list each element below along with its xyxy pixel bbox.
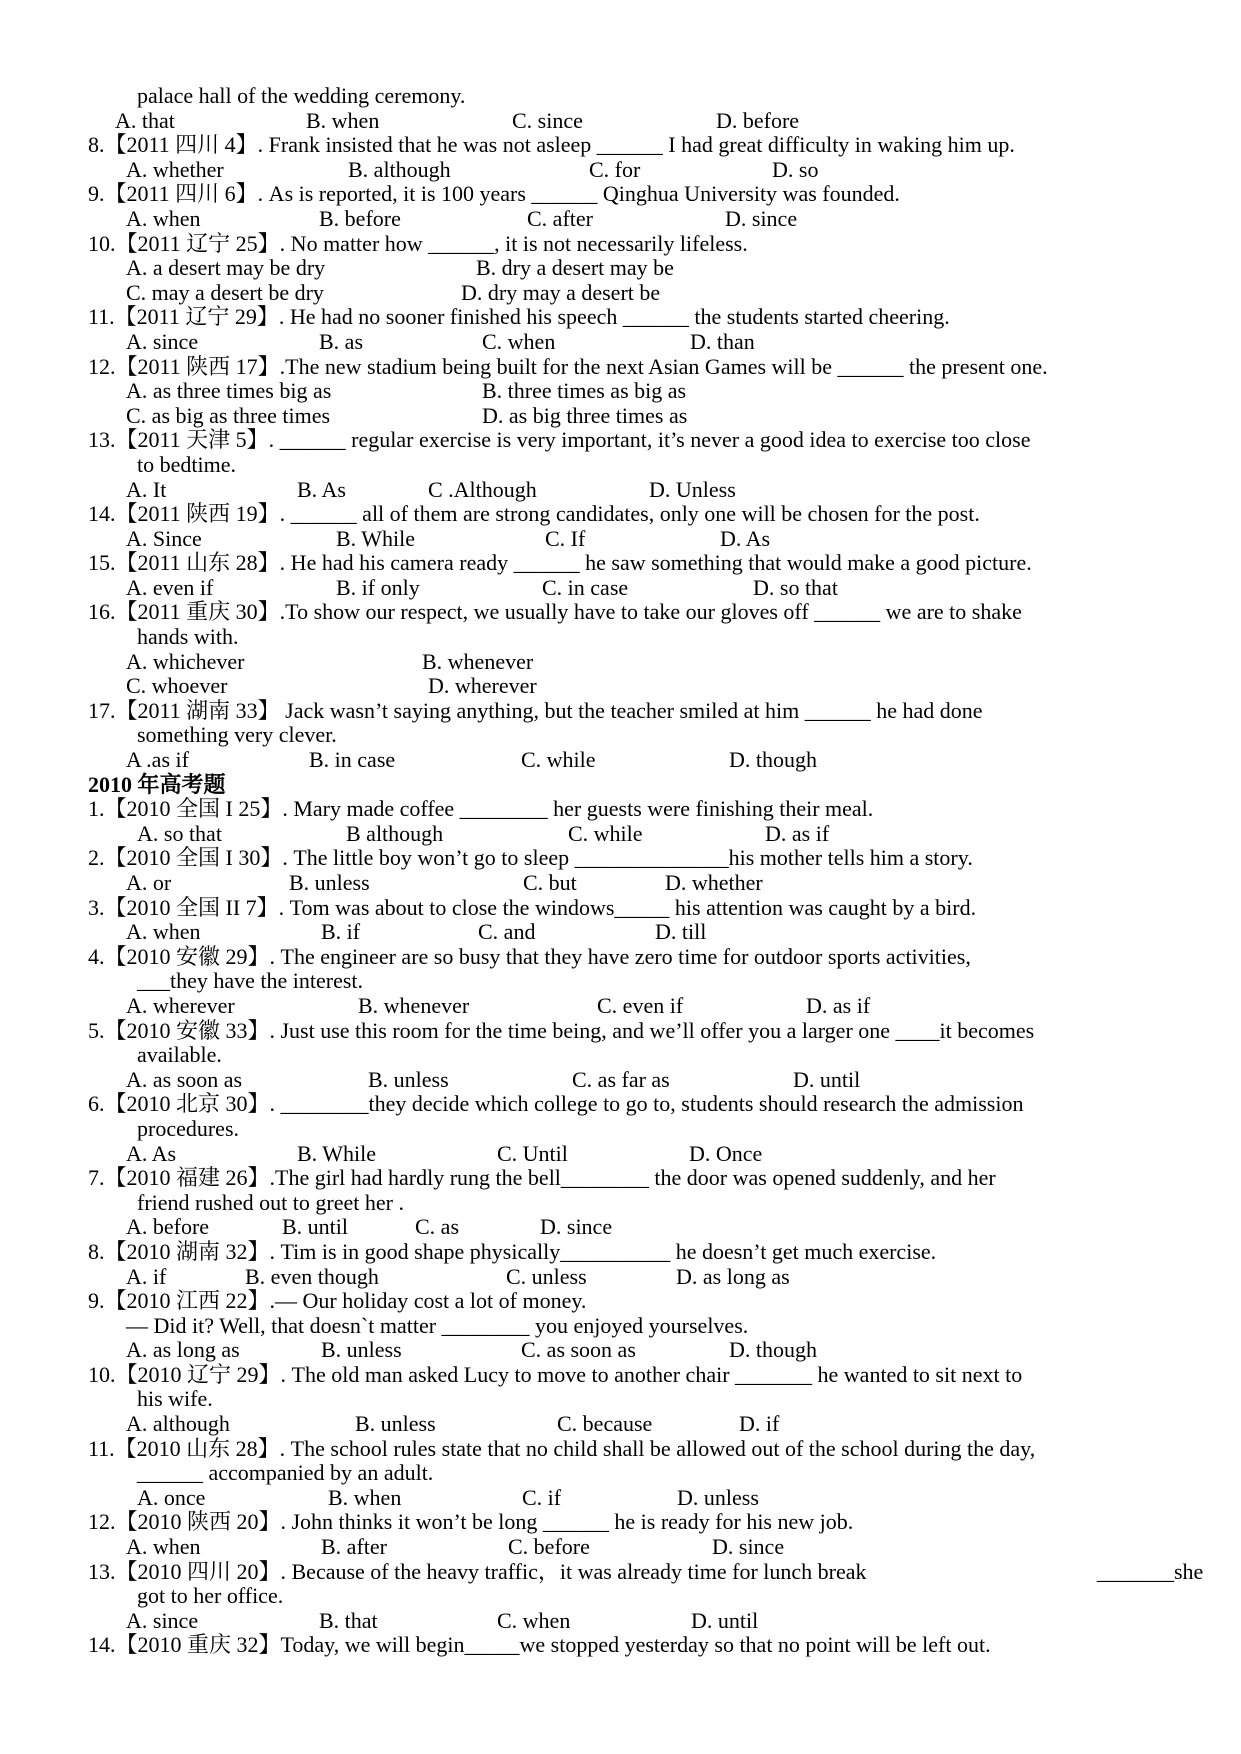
question-text-line [0,896,1241,921]
answer-option: C. after [527,205,593,231]
question-text-line [0,1240,1241,1265]
answer-option: D. as if [806,992,871,1018]
answer-option: C. may a desert be dry [126,279,324,305]
question-text-line [0,1584,1241,1609]
answer-option: D. since [725,205,798,231]
answer-option: C. in case [542,574,629,600]
question-text-line [0,1510,1241,1535]
question-text: 14.【2010 重庆 32】Today, we will begin_____we stopped yesterday so that no point will be left out. [88,1632,991,1658]
answer-option: A. once [137,1484,206,1510]
question-text: 5.【2010 安徽 33】. Just use this room for the time being, and we’ll offer you a larger one ____it becomes [88,1017,1035,1043]
answer-option: D. until [691,1607,759,1633]
answer-option: B. dry a desert may be [476,255,674,281]
question-text: friend rushed out to greet her . [137,1189,404,1215]
answer-option: C. since [512,107,583,133]
answer-options-row [0,330,1241,355]
answer-option: C. for [589,156,641,182]
answer-options-row [0,1535,1241,1560]
answer-option: C. If [545,525,586,551]
question-text: 3.【2010 全国 II 7】. Tom was about to close the windows_____ his attention was caught by a bird. [88,894,977,920]
question-text: 4.【2010 安徽 29】. The engineer are so busy that they have zero time for outdoor sports activities, [88,943,971,969]
answer-options-row [0,158,1241,183]
question-text-line [0,305,1241,330]
answer-option: C. whoever [126,673,228,699]
answer-options-row [0,478,1241,503]
answer-option: C. as [415,1214,459,1240]
answer-options-row [0,379,1241,404]
answer-option: B. that [319,1607,378,1633]
question-text-line [0,1633,1241,1658]
answer-option: D. if [739,1411,780,1437]
question-text: something very clever. [137,722,337,748]
question-text-line [0,1117,1241,1142]
question-text: 17.【2011 湖南 33】 Jack wasn’t saying anything, but the teacher smiled at him ______ he had done [88,697,983,723]
answer-options-row [0,650,1241,675]
answer-option: C. as big as three times [126,402,331,428]
answer-option: B. when [306,107,380,133]
question-text-line [0,1092,1241,1117]
answer-option: C. but [523,870,577,895]
question-text: 15.【2011 山东 28】. He had his camera ready ______ he saw something that would make a good picture. [88,550,1032,576]
question-text: 8.【2010 湖南 32】. Tim is in good shape physically__________ he doesn’t get much exercise. [88,1238,937,1264]
question-text-line [0,625,1241,650]
answer-option: D. as big three times as [482,402,688,428]
question-text-line [0,1461,1241,1486]
answer-options-row [0,281,1241,306]
question-text: 6.【2010 北京 30】. ________they decide which college to go to, students should research the admission [88,1091,1024,1117]
question-text: — Did it? Well, that doesn`t matter ________ you enjoyed yourselves. [126,1312,749,1338]
question-text: 1.【2010 全国 I 25】. Mary made coffee ________ her guests were finishing their meal. [88,796,874,822]
answer-option: A. when [126,205,201,231]
exercise-list [0,84,1241,1658]
answer-option: C. as soon as [521,1337,636,1363]
question-text: hands with. [137,624,239,650]
answer-option: D. since [712,1534,785,1560]
answer-options-row [0,822,1241,847]
answer-option: A. that [115,107,175,133]
section-heading-text: 2010 年高考题 [88,771,226,797]
answer-option: A. It [126,476,167,502]
answer-options-row [0,1609,1241,1634]
question-text-line [0,1289,1241,1314]
question-text: 11.【2010 山东 28】. The school rules state that no child shall be allowed out of the school during the day, [88,1435,1036,1461]
question-text: got to her office. [137,1583,284,1609]
answer-option: D. so [772,156,819,182]
answer-option: D. as if [765,820,830,846]
question-text-line [0,428,1241,453]
answer-options-row [0,1215,1241,1240]
answer-option: B. when [328,1484,402,1510]
question-text-line [0,945,1241,970]
answer-option: B. in case [309,747,396,773]
question-text-line [0,1363,1241,1388]
answer-options-row [0,1412,1241,1437]
answer-options-row [0,994,1241,1019]
question-text: 8.【2011 四川 4】. Frank insisted that he was not asleep ______ I had great difficulty in waking him up. [88,132,1015,158]
answer-option: D. unless [677,1484,759,1510]
answer-option: A. since [126,328,199,354]
question-text-line [0,1560,1241,1585]
answer-option: C. because [557,1411,653,1437]
answer-option: C. Until [497,1140,568,1166]
question-text-line [0,232,1241,257]
answer-option: D. Once [689,1140,763,1166]
question-text: ______ accompanied by an adult. [137,1460,434,1486]
answer-option: D. since [540,1214,613,1240]
answer-option: B. three times as big as [482,378,687,404]
answer-option: B. although [348,156,451,182]
answer-option: D. whether [665,870,763,895]
question-text-line [0,551,1241,576]
answer-option: A. if [126,1263,167,1289]
answer-option: B. before [319,205,401,231]
question-text-line [0,182,1241,207]
answer-option: A. wherever [126,992,235,1018]
question-text: palace hall of the wedding ceremony. [137,83,466,108]
answer-options-row [0,109,1241,134]
answer-options-row [0,871,1241,896]
answer-option: A. a desert may be dry [126,255,326,281]
question-text-line [0,699,1241,724]
answer-options-row [0,674,1241,699]
answer-options-row [0,404,1241,429]
answer-option: B. unless [368,1066,449,1092]
answer-option: C. as far as [572,1066,670,1092]
answer-options-row [0,748,1241,773]
answer-options-row [0,1338,1241,1363]
question-text: 11.【2011 辽宁 29】. He had no sooner finished his speech ______ the students started cheering. [88,304,950,330]
question-text: 16.【2011 重庆 30】.To show our respect, we usually have to take our gloves off ______ we are to shake [88,599,1022,625]
answer-option: B. after [321,1534,387,1560]
answer-option: A. whichever [126,648,245,674]
answer-options-row [0,920,1241,945]
answer-option: B. if [321,919,361,945]
answer-option: A. as soon as [126,1066,243,1092]
question-text: 10.【2010 辽宁 29】. The old man asked Lucy to move to another chair _______ he wanted to sit next to [88,1361,1023,1387]
answer-option: A. As [126,1140,177,1166]
answer-option: B. whenever [358,992,470,1018]
answer-option: A. as three times big as [126,378,332,404]
answer-option: D. so that [753,574,838,600]
answer-option: D. As [720,525,771,551]
question-text-line [0,453,1241,478]
question-text: 12.【2010 陕西 20】. John thinks it won’t be long ______ he is ready for his new job. [88,1509,854,1535]
question-text: 13.【2011 天津 5】. ______ regular exercise is very important, it’s never a good idea to exercise too close [88,427,1031,453]
question-text-line [0,133,1241,158]
answer-options-row [0,1142,1241,1167]
question-text: ___they have the interest. [137,968,364,994]
answer-option: D. though [729,1337,817,1363]
answer-option: D. as long as [676,1263,790,1289]
answer-option: C. while [521,747,596,773]
question-text-line [0,723,1241,748]
answer-option: B. unless [321,1337,402,1363]
answer-option: A. Since [126,525,202,551]
answer-option: A. so that [137,820,222,846]
question-text-line [0,502,1241,527]
answer-option: A. or [126,870,172,895]
answer-option: D. until [793,1066,861,1092]
answer-option: A. since [126,1607,199,1633]
answer-option: B although [346,820,444,846]
answer-option: A. even if [126,574,214,600]
question-text-line [0,1166,1241,1191]
answer-option: B. While [297,1140,377,1166]
question-text-line [0,1019,1241,1044]
answer-option: D. Unless [649,476,736,502]
answer-option: A. as long as [126,1337,240,1363]
answer-option: D. wherever [428,673,537,699]
answer-options-row [0,527,1241,552]
answer-option: B. as [319,328,363,354]
answer-option: C. unless [506,1263,587,1289]
question-text-tail: _______she [1097,1558,1204,1584]
question-text: 2.【2010 全国 I 30】. The little boy won’t go to sleep ______________his mother tells him a story. [88,845,973,871]
answer-option: D. dry may a desert be [461,279,661,305]
answer-option: D. though [729,747,817,773]
answer-options-row [0,576,1241,601]
question-text: to bedtime. [137,451,236,477]
answer-option: C. while [568,820,643,846]
question-text-line [0,1314,1241,1339]
question-text: 10.【2011 辽宁 25】. No matter how ______, it is not necessarily lifeless. [88,230,748,256]
answer-option: C. even if [597,992,684,1018]
question-text-line [0,846,1241,871]
answer-options-row [0,1486,1241,1511]
answer-option: B. whenever [422,648,534,674]
answer-option: A. whether [126,156,224,182]
answer-option: C. if [522,1484,562,1510]
question-text-line [0,600,1241,625]
answer-option: A. when [126,1534,201,1560]
answer-option: A .as if [126,747,189,773]
question-text: 9.【2010 江西 22】.— Our holiday cost a lot of money. [88,1288,587,1314]
answer-options-row [0,1068,1241,1093]
answer-option: A. when [126,919,201,945]
answer-option: B. unless [289,870,370,895]
answer-option: D. till [655,919,707,945]
answer-option: C. when [482,328,556,354]
question-text-line [0,1043,1241,1068]
question-text-line [0,1191,1241,1216]
answer-option: B. until [282,1214,349,1240]
answer-options-row [0,256,1241,281]
question-text: 9.【2011 四川 6】. As is reported, it is 100 years ______ Qinghua University was founded. [88,181,900,207]
answer-option: B. While [336,525,416,551]
answer-option: D. before [716,107,800,133]
answer-options-row [0,1265,1241,1290]
question-text: his wife. [137,1386,213,1412]
question-text-line [0,1387,1241,1412]
question-text: procedures. [137,1115,240,1141]
answer-options-row [0,207,1241,232]
question-text: available. [137,1042,222,1068]
answer-option: B. even though [245,1263,379,1289]
question-text-line [0,797,1241,822]
answer-option: C. when [497,1607,571,1633]
question-text-line [0,969,1241,994]
answer-option: C .Although [428,476,537,502]
question-text-line [0,1437,1241,1462]
question-text: 12.【2011 陕西 17】.The new stadium being built for the next Asian Games will be ______ the present one. [88,353,1048,379]
question-text: 14.【2011 陕西 19】. ______ all of them are strong candidates, only one will be chosen for the post. [88,501,980,527]
answer-option: C. before [508,1534,590,1560]
answer-option: A. although [126,1411,230,1437]
answer-option: B. As [297,476,346,502]
answer-option: B. unless [355,1411,436,1437]
answer-option: A. before [126,1214,210,1240]
answer-option: D. than [690,328,755,354]
section-heading [0,773,1241,798]
question-text-line [0,355,1241,380]
answer-option: C. and [478,919,536,945]
question-text: 7.【2010 福建 26】.The girl had hardly rung the bell________ the door was opened suddenly, and her [88,1165,996,1191]
answer-option: B. if only [336,574,420,600]
question-text-line [0,84,1241,109]
question-text: 13.【2010 四川 20】. Because of the heavy traffic，it was already time for lunch break [88,1558,867,1584]
